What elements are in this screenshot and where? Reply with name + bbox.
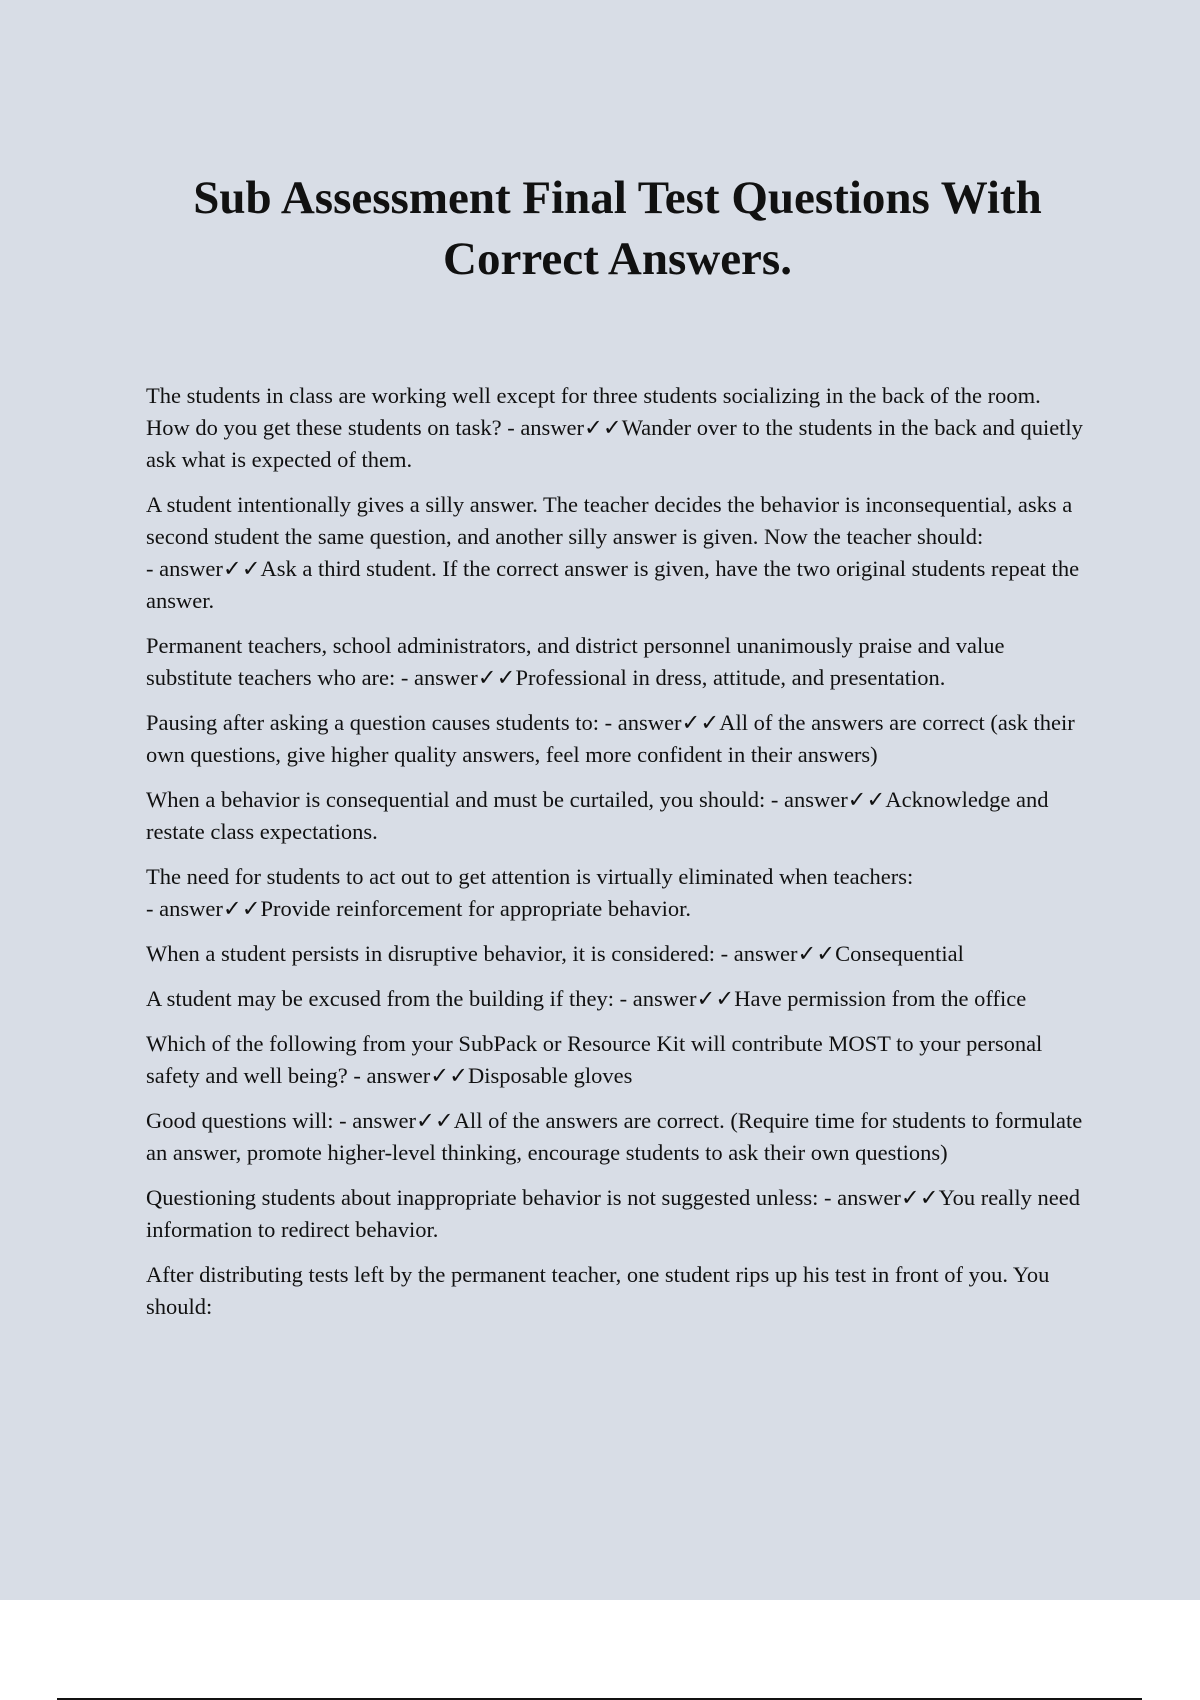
qa-item: [146, 938, 1086, 970]
answer-text: Professional in dress, attitude, and presentation.: [515, 665, 946, 690]
question-text: A student may be excused from the building if they:: [146, 986, 615, 1011]
qa-item: [146, 983, 1086, 1015]
question-text: Questioning students about inappropriate behavior is not suggested unless:: [146, 1185, 819, 1210]
question-text: Pausing after asking a question causes students to:: [146, 710, 600, 735]
answer-text: Disposable gloves: [467, 1063, 633, 1088]
qa-item: [146, 1182, 1086, 1246]
qa-item: [146, 707, 1086, 771]
answer-marker: - answer✓✓: [599, 710, 720, 735]
qa-item-trailing: [146, 1259, 1086, 1323]
answer-marker: - answer✓✓: [347, 1063, 468, 1088]
page-margin: [0, 1600, 1200, 1700]
answer-marker: - answer✓✓: [333, 1108, 454, 1133]
question-text: Which of the following from your SubPack or Resource Kit will contribute MOST to your personal safety and well being?: [146, 1031, 1043, 1088]
question-text: After distributing tests left by the permanent teacher, one student rips up his test in front of you. You should:: [146, 1262, 1050, 1319]
answer-text: Wander over to the students in the back and quietly ask what is expected of them.: [146, 415, 1083, 472]
qa-item: [146, 1105, 1086, 1169]
question-text: When a student persists in disruptive behavior, it is considered:: [146, 941, 715, 966]
answer-marker: - answer✓✓: [714, 941, 836, 966]
answer-text: Have permission from the office: [734, 986, 1027, 1011]
qa-item: [146, 489, 1086, 617]
qa-item: [146, 861, 1086, 925]
answer-marker: - answer✓✓: [501, 415, 622, 440]
qa-item: [146, 784, 1086, 848]
answer-marker: - answer✓✓: [146, 556, 261, 581]
answer-text: You really need information to redirect behavior.: [146, 1185, 1081, 1242]
answer-marker: - answer✓✓: [395, 665, 516, 690]
question-text: The need for students to act out to get attention is virtually eliminated when teachers:: [146, 864, 914, 889]
answer-text: Consequential: [835, 941, 964, 966]
qa-item: [146, 1028, 1086, 1092]
answer-text: Ask a third student. If the correct answer is given, have the two original students repeat the answer.: [146, 556, 1080, 613]
question-text: Permanent teachers, school administrators, and district personnel unanimously praise and value substitute teachers who are:: [146, 633, 1005, 690]
question-text: The students in class are working well except for three students socializing in the back of the room. How do you get these students on task?: [146, 383, 1041, 440]
qa-item: [146, 630, 1086, 694]
answer-text: Acknowledge and restate class expectations.: [146, 787, 1049, 844]
question-text: Good questions will:: [146, 1108, 334, 1133]
answer-marker: - answer✓✓: [765, 787, 886, 812]
document-title: Sub Assessment Final Test Questions With Correct Answers.: [193, 172, 1042, 285]
question-text: A student intentionally gives a silly answer. The teacher decides the behavior is inconsequential, asks a second student the same question, and another silly answer is given. Now the teacher should:: [146, 492, 1073, 549]
answer-marker: - answer✓✓: [146, 896, 261, 921]
answer-text: All of the answers are correct. (Require time for students to formulate an answer, promote higher-level thinking, encourage students to ask their own questions): [146, 1108, 1083, 1165]
answer-text: Provide reinforcement for appropriate behavior.: [260, 896, 692, 921]
answer-marker: - answer✓✓: [818, 1185, 939, 1210]
answer-text: All of the answers are correct (ask their own questions, give higher quality answers, feel more confident in their answers): [146, 710, 1075, 767]
answer-marker: - answer✓✓: [614, 986, 735, 1011]
qa-list: [146, 380, 1086, 1336]
qa-item: [146, 380, 1086, 476]
question-text: When a behavior is consequential and must be curtailed, you should:: [146, 787, 766, 812]
